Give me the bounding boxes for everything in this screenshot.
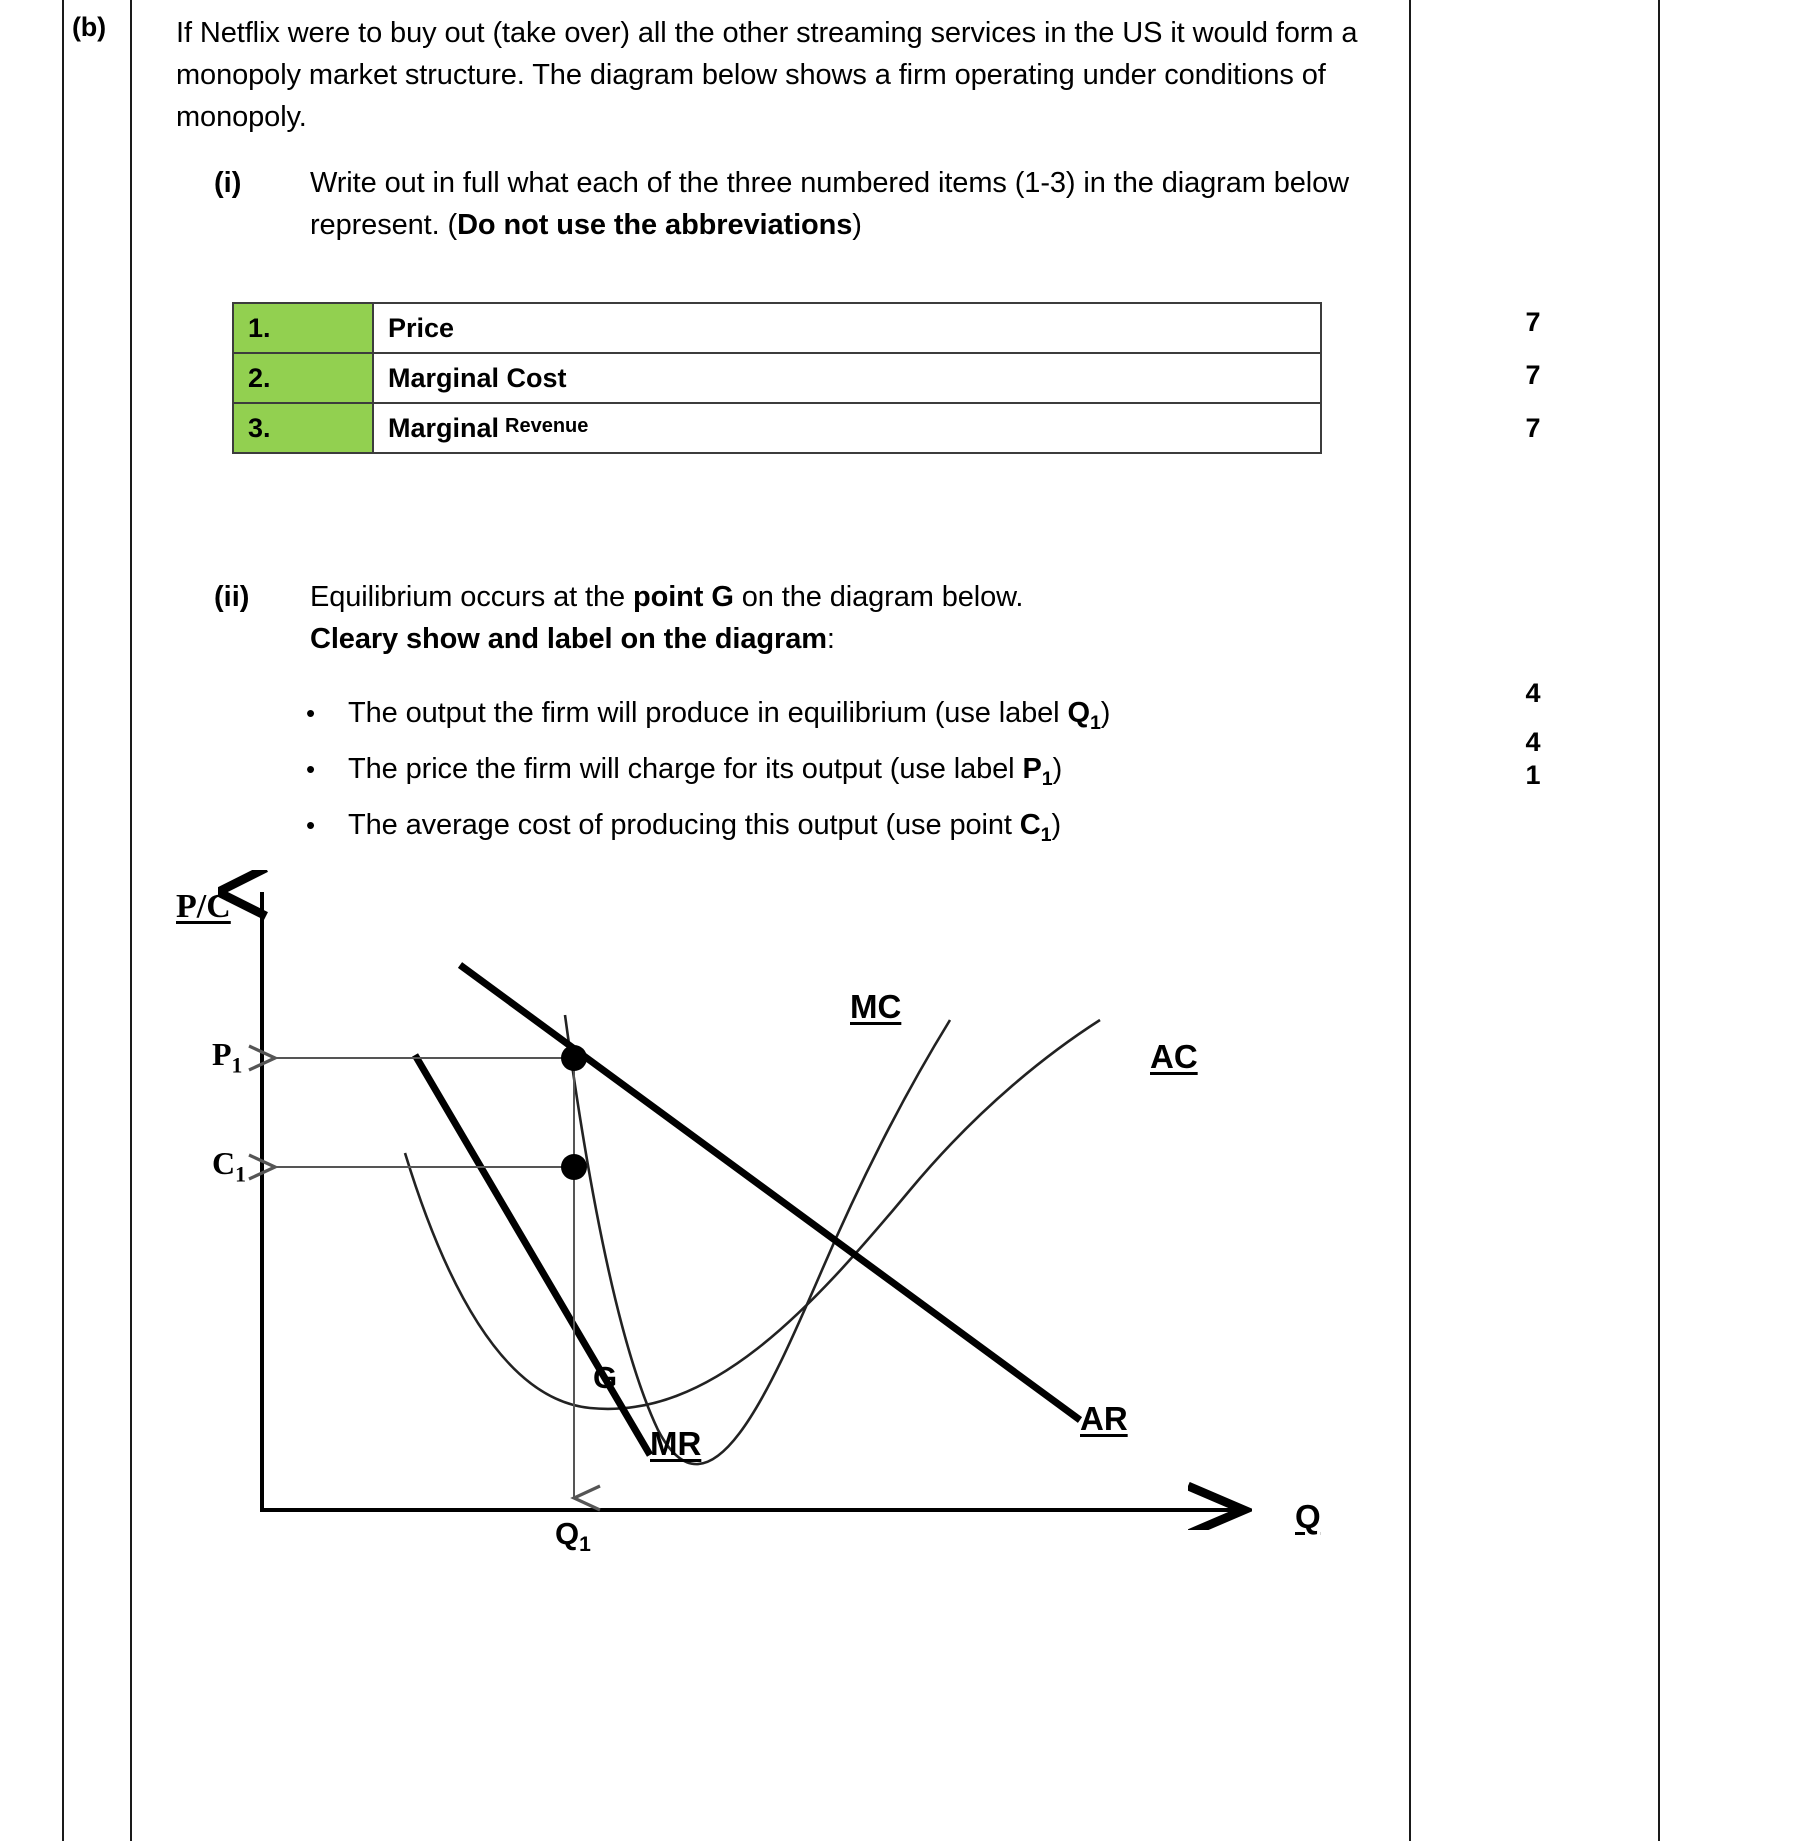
answer-text: Marginal Cost bbox=[388, 362, 567, 393]
question-i-number: (i) bbox=[214, 167, 242, 199]
marks-value: 4 bbox=[1525, 727, 1541, 757]
price-axis-label bbox=[212, 1036, 242, 1078]
question-ii-line1 bbox=[310, 576, 1023, 618]
row-number-cell: 1. bbox=[233, 303, 373, 353]
question-ii-text bbox=[310, 576, 1023, 660]
question-ii-line2-tail: : bbox=[826, 623, 835, 655]
question-i-text bbox=[310, 162, 1394, 246]
question-ii-number: (ii) bbox=[214, 581, 250, 613]
price-point-dot bbox=[561, 1045, 587, 1071]
question-ii-line2 bbox=[310, 618, 1023, 660]
point-g-label: G bbox=[593, 1360, 618, 1395]
question-ii bbox=[214, 576, 1394, 660]
price-axis-label-base: P bbox=[212, 1036, 232, 1072]
question-i bbox=[214, 162, 1394, 246]
ac-curve-label: AC bbox=[1150, 1038, 1198, 1075]
list-item-text bbox=[348, 690, 1110, 746]
list-item-label-sub: 1 bbox=[1089, 711, 1101, 734]
answer-text: Price bbox=[388, 312, 455, 343]
list-item-text-a: The average cost of producing this output (use point bbox=[348, 808, 1020, 841]
x-axis-label: Q bbox=[1295, 1498, 1321, 1535]
list-item-label: Q bbox=[1067, 697, 1090, 729]
question-i-text-b: ) bbox=[852, 209, 862, 241]
list-item bbox=[306, 746, 1386, 802]
list-item-label: P bbox=[1022, 752, 1042, 785]
list-item-label-sub: 1 bbox=[1041, 767, 1053, 790]
ar-curve bbox=[460, 965, 1080, 1420]
answer-cell[interactable] bbox=[373, 403, 1321, 453]
diagram-svg bbox=[150, 870, 1400, 1530]
question-ii-text-a: Equilibrium occurs at the bbox=[310, 581, 633, 613]
marks-value: 7 bbox=[1525, 413, 1541, 443]
bullet-icon: • bbox=[306, 698, 316, 728]
price-axis-label-sub: 1 bbox=[231, 1053, 243, 1078]
list-item-text-a: The price the firm will charge for its output (use label bbox=[348, 752, 1023, 785]
question-ii-text-bold: point G bbox=[633, 581, 734, 613]
cost-axis-label-sub: 1 bbox=[235, 1162, 246, 1187]
question-i-text-bold: Do not use the abbreviations bbox=[457, 209, 853, 241]
answer-text-superscript: Revenue bbox=[505, 414, 589, 437]
list-item-text bbox=[348, 802, 1061, 858]
bullet-icon: • bbox=[306, 809, 316, 840]
answer-cell[interactable] bbox=[373, 303, 1321, 353]
marks-value: 7 bbox=[1525, 360, 1541, 390]
list-item-text-b: ) bbox=[1051, 808, 1062, 841]
list-item-label-sub: 1 bbox=[1040, 823, 1052, 846]
quantity-axis-label bbox=[555, 1516, 591, 1557]
cost-axis-label bbox=[212, 1145, 246, 1187]
question-ii-line2-bold: Cleary show and label on the diagram bbox=[310, 623, 827, 655]
table-row bbox=[233, 303, 1321, 353]
cost-point-dot bbox=[561, 1154, 587, 1180]
question-ii-text-b: on the diagram below. bbox=[733, 581, 1024, 613]
page-rule-inner bbox=[130, 0, 132, 1841]
table-row bbox=[233, 403, 1321, 453]
row-number-cell: 3. bbox=[233, 403, 373, 453]
marks-column-rule-right bbox=[1658, 0, 1660, 1841]
ar-curve-label: AR bbox=[1080, 1400, 1128, 1437]
answer-table bbox=[232, 302, 1322, 454]
question-i-text-a: Write out in full what each of the three numbered items (1-3) in the diagram below represent. ( bbox=[310, 167, 1350, 241]
part-label: (b) bbox=[72, 12, 106, 42]
marks-column-rule-left bbox=[1409, 0, 1411, 1841]
quantity-axis-label-base: Q bbox=[555, 1516, 580, 1551]
marks-value: 1 bbox=[1525, 760, 1541, 790]
list-item bbox=[306, 802, 1386, 858]
bullet-icon: • bbox=[306, 753, 316, 784]
list-item bbox=[306, 690, 1386, 746]
marks-value: 7 bbox=[1525, 307, 1541, 337]
table-row bbox=[233, 353, 1321, 403]
mr-curve-label: MR bbox=[650, 1425, 702, 1462]
cost-axis-label-base: C bbox=[212, 1145, 236, 1181]
page-rule-left bbox=[62, 0, 64, 1841]
marks-value: 4 bbox=[1525, 678, 1541, 708]
instruction-bullet-list bbox=[306, 690, 1386, 857]
list-item-text-b: ) bbox=[1052, 752, 1063, 785]
y-axis-label: P/C bbox=[176, 888, 231, 925]
question-stem: If Netflix were to buy out (take over) all the other streaming services in the US it would form a monopoly market structure. The diagram below shows a firm operating under conditions of monopoly. bbox=[176, 17, 1358, 133]
list-item-label: C bbox=[1019, 808, 1041, 841]
mc-curve-label: MC bbox=[850, 988, 902, 1025]
monopoly-equilibrium-diagram bbox=[150, 870, 1400, 1557]
answer-cell[interactable] bbox=[373, 353, 1321, 403]
list-item-text-a: The output the firm will produce in equilibrium (use label bbox=[348, 697, 1068, 729]
quantity-axis-label-sub: 1 bbox=[579, 1533, 591, 1557]
list-item-text-b: ) bbox=[1100, 697, 1111, 729]
answer-text: Marginal bbox=[388, 412, 500, 443]
list-item-text bbox=[348, 746, 1062, 802]
row-number-cell: 2. bbox=[233, 353, 373, 403]
